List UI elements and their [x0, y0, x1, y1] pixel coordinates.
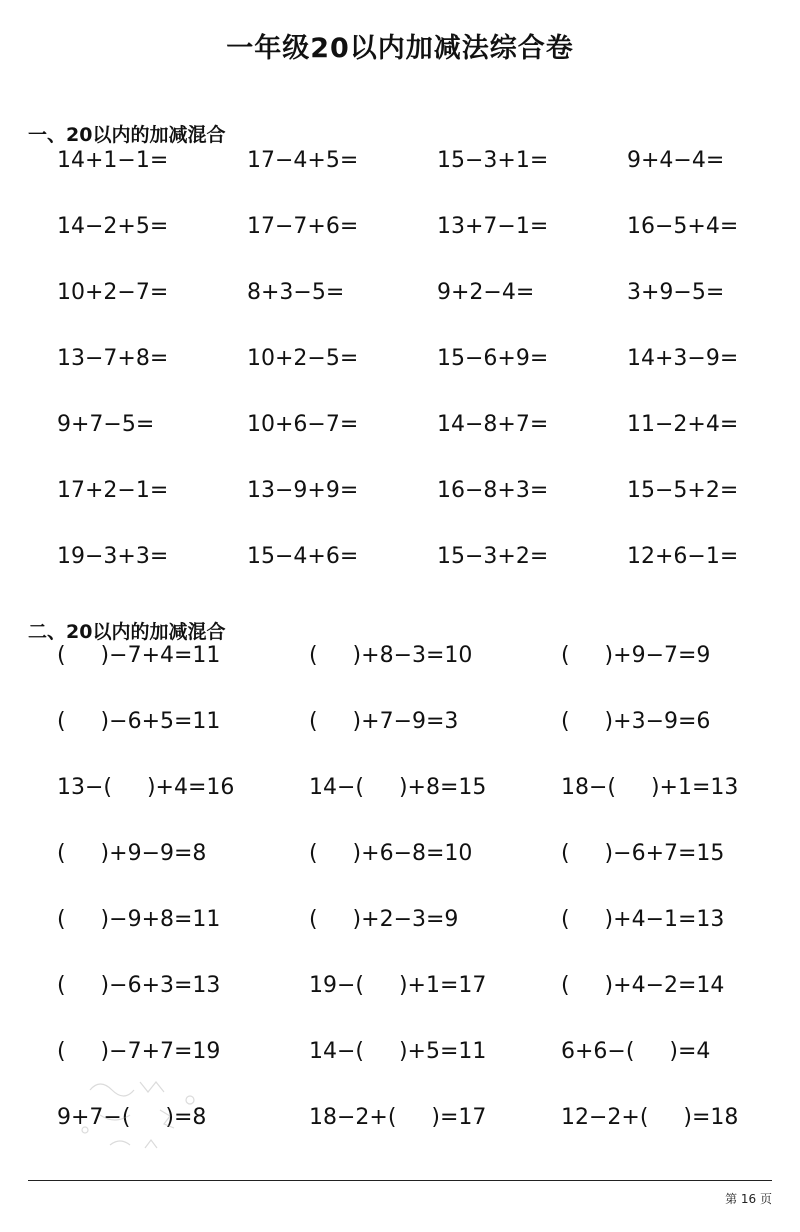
problem: ( )+4−2=14 — [561, 973, 725, 998]
problem: 9+7−( )=8 — [57, 1105, 207, 1130]
problem: ( )−7+4=11 — [57, 643, 221, 668]
problem: ( )+6−8=10 — [309, 841, 473, 866]
problem: ( )+9−7=9 — [561, 643, 711, 668]
problem: 13−7+8= — [57, 346, 169, 371]
watermark-graphic — [70, 1060, 220, 1170]
problem: 15−5+2= — [627, 478, 739, 503]
problem: ( )+4−1=13 — [561, 907, 725, 932]
problem: 10+2−7= — [57, 280, 169, 305]
problem: 16−5+4= — [627, 214, 739, 239]
section-2-heading: 二、20以内的加减混合 — [28, 621, 226, 643]
problem: ( )+7−9=3 — [309, 709, 459, 734]
problem: ( )+8−3=10 — [309, 643, 473, 668]
problem: 16−8+3= — [437, 478, 549, 503]
problem: 14+3−9= — [627, 346, 739, 371]
problem: 6+6−( )=4 — [561, 1039, 711, 1064]
problem: ( )+3−9=6 — [561, 709, 711, 734]
problem: 18−2+( )=17 — [309, 1105, 487, 1130]
problem: 12+6−1= — [627, 544, 739, 569]
problem: 17−7+6= — [247, 214, 359, 239]
problem: 19−( )+1=17 — [309, 973, 487, 998]
problem: ( )−6+3=13 — [57, 973, 221, 998]
problem: 17+2−1= — [57, 478, 169, 503]
problem: ( )−6+5=11 — [57, 709, 221, 734]
problem: 14+1−1= — [57, 148, 169, 173]
page-number: 第 16 页 — [725, 1192, 772, 1206]
problem: 12−2+( )=18 — [561, 1105, 739, 1130]
problem: 14−( )+8=15 — [309, 775, 487, 800]
problem: 9+7−5= — [57, 412, 155, 437]
problem: 11−2+4= — [627, 412, 739, 437]
problem: ( )−7+7=19 — [57, 1039, 221, 1064]
problem: 15−3+2= — [437, 544, 549, 569]
problem: ( )+2−3=9 — [309, 907, 459, 932]
problem: 13−9+9= — [247, 478, 359, 503]
page-title: 一年级20以内加减法综合卷 — [226, 33, 574, 64]
problem: 18−( )+1=13 — [561, 775, 739, 800]
footer-divider — [28, 1180, 772, 1181]
problem: 15−3+1= — [437, 148, 549, 173]
section-1-problems — [57, 145, 777, 607]
problem: 14−8+7= — [437, 412, 549, 437]
problem: 17−4+5= — [247, 148, 359, 173]
problem: 10+2−5= — [247, 346, 359, 371]
problem: 10+6−7= — [247, 412, 359, 437]
problem: 8+3−5= — [247, 280, 345, 305]
section-1-heading: 一、20以内的加减混合 — [28, 124, 226, 146]
problem: 15−4+6= — [247, 544, 359, 569]
problem: ( )−9+8=11 — [57, 907, 221, 932]
problem: ( )+9−9=8 — [57, 841, 207, 866]
problem: 13−( )+4=16 — [57, 775, 235, 800]
problem: 13+7−1= — [437, 214, 549, 239]
problem: ( )−6+7=15 — [561, 841, 725, 866]
problem: 14−2+5= — [57, 214, 169, 239]
problem: 3+9−5= — [627, 280, 725, 305]
problem: 9+2−4= — [437, 280, 535, 305]
problem: 14−( )+5=11 — [309, 1039, 487, 1064]
problem: 19−3+3= — [57, 544, 169, 569]
problem: 15−6+9= — [437, 346, 549, 371]
problem: 9+4−4= — [627, 148, 725, 173]
